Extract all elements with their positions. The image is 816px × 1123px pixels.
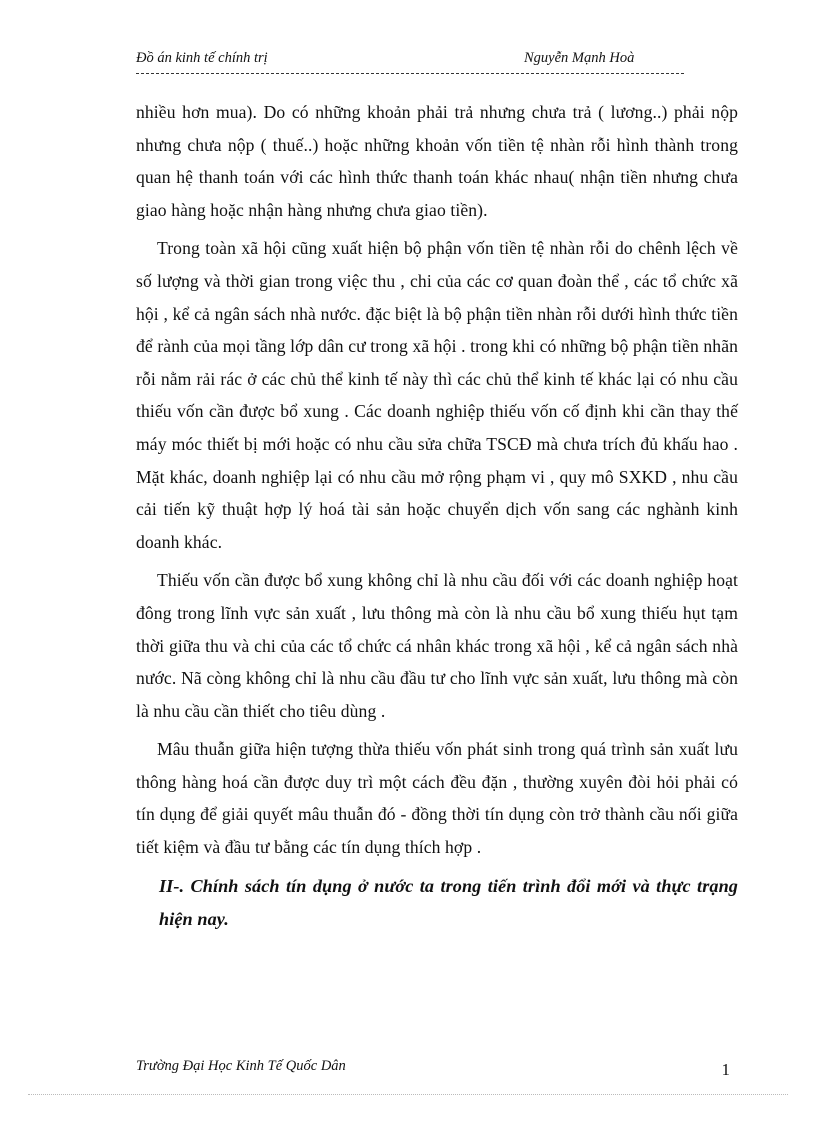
paragraph-2: Trong toàn xã hội cũng xuất hiện bộ phận vốn tiền tệ nhàn rỗi do chênh lệch về số lượng và thời gian trong việc thu , chi của các cơ quan đoàn thể , các tổ chức xã hội , kể cả ngân sách nhà nước. đặc biệt là bộ phận tiền nhàn rỗi dưới hình thức tiền để rành của mọi tầng lớp dân cư trong xã hội . trong khi có những bộ phận tiền nhãn rỗi nằm rải rác ở các chủ thể kinh tế này thì các chủ thể kinh tế khác lại có nhu cầu thiếu vốn cần được bổ xung . Các doanh nghiệp thiếu vốn cố định khi cần thay thế máy móc thiết bị mới hoặc có nhu cầu sửa chữa TSCĐ mà chưa trích đủ khấu hao . Mặt khác, doanh nghiệp lại có nhu cầu mở rộng phạm vi , quy mô SXKD , nhu cầu cải tiến kỹ thuật hợp lý hoá tài sản hoặc chuyển dịch vốn sang các nghành kinh doanh khác. bbox=[136, 238, 738, 552]
page-number: 1 bbox=[721, 1060, 730, 1079]
document-body bbox=[136, 96, 738, 942]
page-bottom-border bbox=[28, 1094, 788, 1095]
section-heading: II-. Chính sách tín dụng ở nước ta trong tiến trình đổi mới và thực trạng hiện nay. bbox=[159, 875, 738, 929]
header-divider bbox=[136, 73, 684, 74]
paragraph-4: Mâu thuẫn giữa hiện tượng thừa thiếu vốn phát sinh trong quá trình sản xuất lưu thông hàng hoá cần được duy trì một cách đều đặn , thường xuyên đòi hỏi phải có tín dụng để giải quyết mâu thuẫn đó - đồng thời tín dụng còn trở thành cầu nối giữa tiết kiệm và đầu tư bằng các tín dụng thích hợp . bbox=[136, 739, 738, 858]
paragraph-1: nhiều hơn mua). Do có những khoản phải trả nhưng chưa trả ( lương..) phải nộp nhưng chưa nộp ( thuế..) hoặc những khoản vốn tiền tệ nhàn rỗi hình thành trong quan hệ thanh toán với các hình thức thanh toán khác nhau( nhận tiền nhưng chưa giao hàng hoặc nhận hàng nhưng chưa giao tiền). bbox=[136, 102, 738, 220]
header-document-title: Đồ án kinh tế chính trị bbox=[136, 50, 268, 66]
header-author-name: Nguyễn Mạnh Hoà bbox=[524, 50, 635, 66]
page-header bbox=[136, 50, 696, 70]
footer-university-name: Trường Đại Học Kinh Tế Quốc Dân bbox=[136, 1058, 346, 1074]
page-footer bbox=[136, 1058, 736, 1080]
paragraph-3: Thiếu vốn cần được bổ xung không chỉ là nhu cầu đối với các doanh nghiệp hoạt đông trong lĩnh vực sản xuất , lưu thông mà còn là nhu cầu bổ xung thiếu hụt tạm thời giữa thu và chi của các tổ chức cá nhân khác trong xã hội , kể cả ngân sách nhà nước. Nã còng không chỉ là nhu cầu đầu tư cho lĩnh vực sản xuất, lưu thông mà còn là nhu cầu cần thiết cho tiêu dùng . bbox=[136, 570, 738, 721]
